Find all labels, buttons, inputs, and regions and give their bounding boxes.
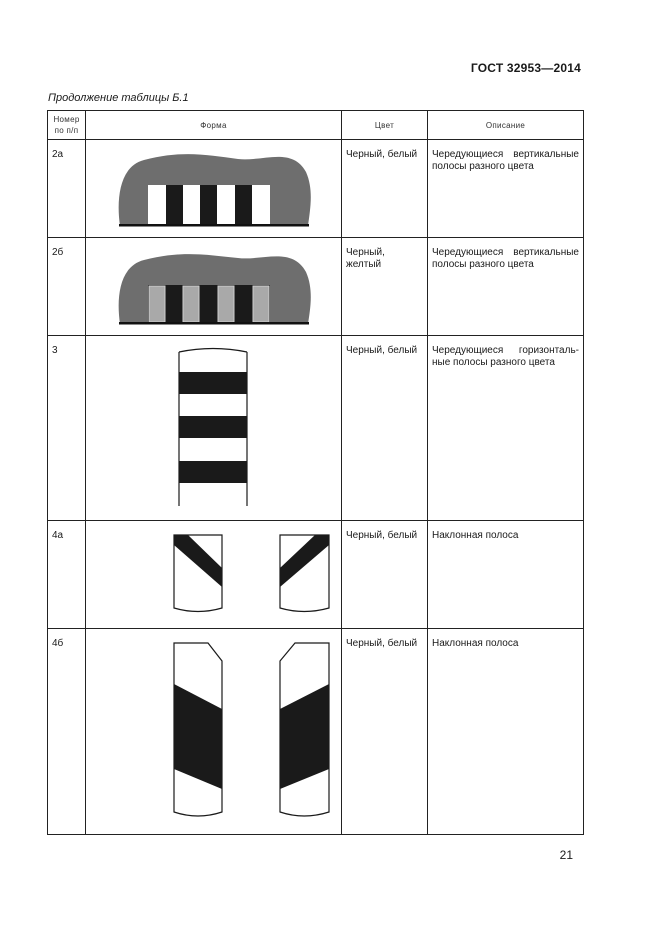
standard-code: ГОСТ 32953—2014 bbox=[470, 61, 581, 75]
table-row bbox=[48, 629, 584, 835]
form-cell bbox=[86, 629, 342, 835]
column-header-description: Описание bbox=[428, 111, 584, 140]
row-color: Черный, белый bbox=[342, 629, 428, 835]
horizontal-stripes-post bbox=[86, 336, 342, 520]
table-row bbox=[48, 336, 584, 521]
row-color: Черный, белый bbox=[342, 521, 428, 629]
row-color: Черный, белый bbox=[342, 140, 428, 238]
form-cell bbox=[86, 140, 342, 238]
table-row bbox=[48, 238, 584, 336]
form-cell bbox=[86, 521, 342, 629]
form-cell bbox=[86, 336, 342, 521]
row-number: 3 bbox=[48, 336, 86, 521]
table-header-row bbox=[48, 111, 584, 140]
page-number: 21 bbox=[559, 848, 573, 862]
column-header-form: Форма bbox=[86, 111, 342, 140]
column-header-number: Номер по п/п bbox=[48, 111, 86, 140]
row-number: 2б bbox=[48, 238, 86, 336]
row-description: Чередующиеся вертикальные полосы разного цвета bbox=[428, 140, 584, 238]
row-description: Наклонная полоса bbox=[428, 629, 584, 835]
row-color: Черный, белый bbox=[342, 336, 428, 521]
row-description: Чередующиеся вертикальные полосы разного цвета bbox=[428, 238, 584, 336]
diagonal-stripe-posts-short bbox=[86, 521, 342, 628]
row-number: 4б bbox=[48, 629, 86, 835]
row-description: Чередующиеся горизонталь- ные полосы разного цвета bbox=[428, 336, 584, 521]
form-cell bbox=[86, 238, 342, 336]
diagonal-stripe-posts-tall bbox=[86, 629, 342, 834]
table-row bbox=[48, 140, 584, 238]
black-yellow-vertical-stripes-shape bbox=[86, 238, 342, 335]
table-row bbox=[48, 521, 584, 629]
marking-forms-table bbox=[47, 110, 584, 835]
column-header-color: Цвет bbox=[342, 111, 428, 140]
row-number: 2а bbox=[48, 140, 86, 238]
table-continuation-caption: Продолжение таблицы Б.1 bbox=[48, 92, 189, 104]
row-color: Черный, желтый bbox=[342, 238, 428, 336]
row-number: 4а bbox=[48, 521, 86, 629]
black-white-vertical-stripes-shape bbox=[86, 140, 342, 237]
row-description: Наклонная полоса bbox=[428, 521, 584, 629]
